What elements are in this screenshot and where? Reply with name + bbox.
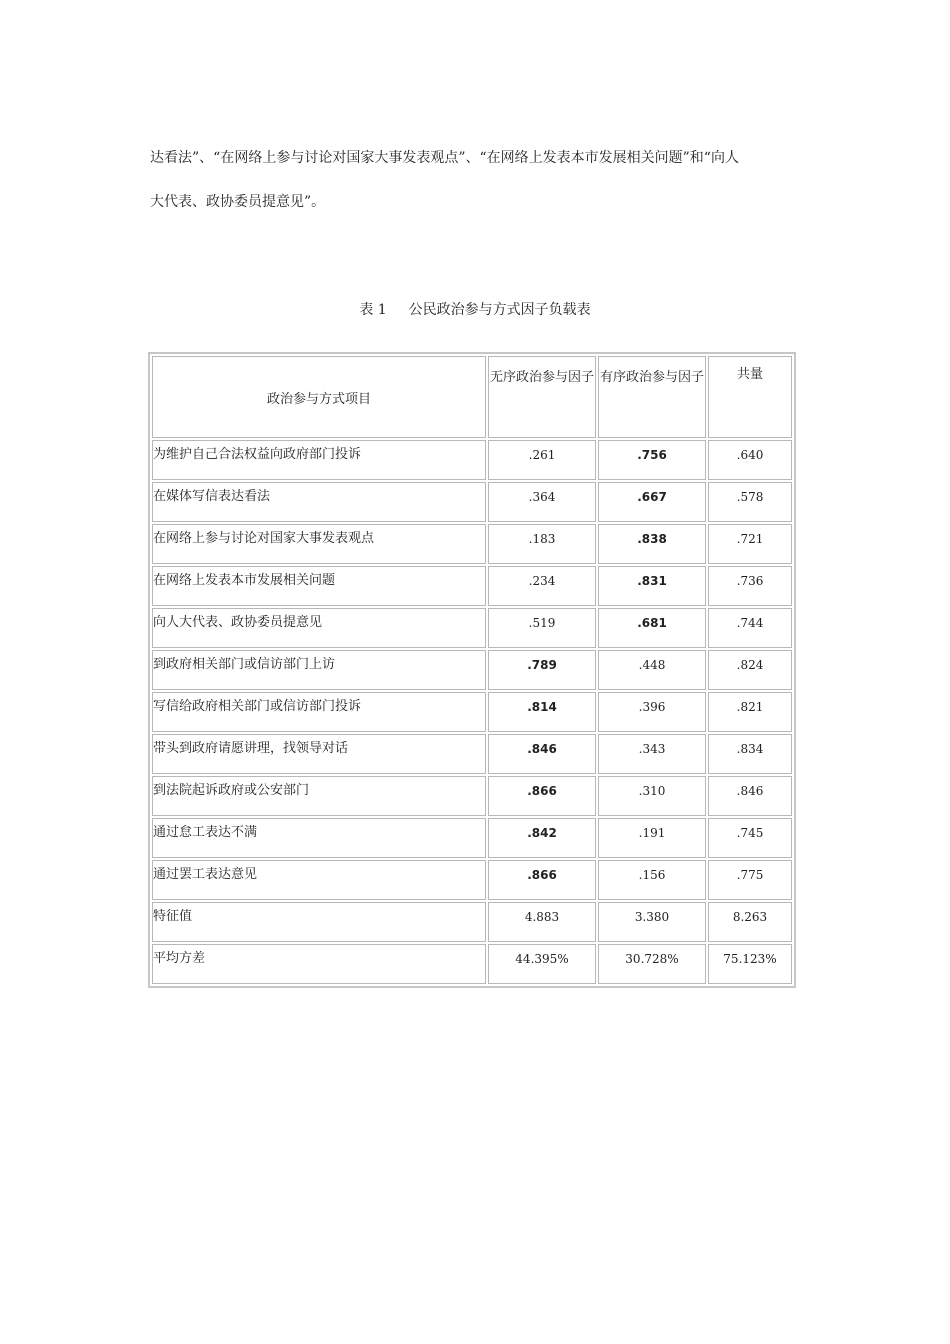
table-row [152, 440, 792, 480]
row-label: 在网络上参与讨论对国家大事发表观点 [152, 524, 486, 564]
cell-factor-disordered: .814 [488, 692, 596, 732]
cell-factor-disordered: .519 [488, 608, 596, 648]
cell-factor-disordered: .842 [488, 818, 596, 858]
cell-factor-ordered: .667 [598, 482, 706, 522]
table-row [152, 650, 792, 690]
table-row [152, 818, 792, 858]
cell-factor-ordered: .756 [598, 440, 706, 480]
row-label: 为维护自己合法权益向政府部门投诉 [152, 440, 486, 480]
table-row [152, 860, 792, 900]
cell-communality: .640 [708, 440, 792, 480]
table-row [152, 902, 792, 942]
cell-factor-disordered: .866 [488, 776, 596, 816]
table-row [152, 566, 792, 606]
cell-factor-disordered: .261 [488, 440, 596, 480]
cell-factor-ordered: .343 [598, 734, 706, 774]
cell-factor-disordered: .846 [488, 734, 596, 774]
cell-factor-ordered: .310 [598, 776, 706, 816]
factor-loading-table [148, 352, 796, 988]
cell-factor-ordered: .156 [598, 860, 706, 900]
table-caption [0, 300, 950, 320]
cell-communality: .821 [708, 692, 792, 732]
table-row [152, 776, 792, 816]
paragraph-line-2: 大代表、政协委员提意见”。 [150, 194, 326, 210]
cell-factor-ordered: .681 [598, 608, 706, 648]
row-label: 到政府相关部门或信访部门上访 [152, 650, 486, 690]
cell-communality: .834 [708, 734, 792, 774]
row-label: 在网络上发表本市发展相关问题 [152, 566, 486, 606]
cell-communality: 75.123% [708, 944, 792, 984]
table-row [152, 944, 792, 984]
cell-communality: .721 [708, 524, 792, 564]
cell-factor-ordered: .191 [598, 818, 706, 858]
cell-communality: .736 [708, 566, 792, 606]
cell-communality: 8.263 [708, 902, 792, 942]
cell-factor-disordered: .866 [488, 860, 596, 900]
cell-factor-ordered: .838 [598, 524, 706, 564]
cell-factor-disordered: 4.883 [488, 902, 596, 942]
cell-communality: .578 [708, 482, 792, 522]
row-label: 特征值 [152, 902, 486, 942]
row-label: 平均方差 [152, 944, 486, 984]
cell-factor-disordered: .364 [488, 482, 596, 522]
table-row [152, 524, 792, 564]
table-caption-title: 公民政治参与方式因子负载表 [408, 302, 591, 318]
row-label: 通过罢工表达意见 [152, 860, 486, 900]
cell-communality: .745 [708, 818, 792, 858]
header-item: 政治参与方式项目 [152, 356, 486, 438]
table-row [152, 608, 792, 648]
cell-communality: .775 [708, 860, 792, 900]
header-factor-disordered: 无序政治参与因子 [488, 356, 596, 438]
table-body [152, 440, 792, 984]
cell-factor-disordered: .234 [488, 566, 596, 606]
paragraph-line-1: 达看法”、“在网络上参与讨论对国家大事发表观点”、“在网络上发表本市发展相关问题”和“向人 [150, 150, 739, 166]
cell-factor-ordered: 3.380 [598, 902, 706, 942]
cell-factor-ordered: .831 [598, 566, 706, 606]
row-label: 到法院起诉政府或公安部门 [152, 776, 486, 816]
header-factor-ordered: 有序政治参与因子 [598, 356, 706, 438]
cell-factor-disordered: .789 [488, 650, 596, 690]
row-label: 向人大代表、政协委员提意见 [152, 608, 486, 648]
table-header-row [152, 356, 792, 438]
header-communality: 共量 [708, 356, 792, 438]
row-label: 写信给政府相关部门或信访部门投诉 [152, 692, 486, 732]
cell-factor-disordered: 44.395% [488, 944, 596, 984]
cell-factor-ordered: .448 [598, 650, 706, 690]
table-row [152, 482, 792, 522]
cell-communality: .824 [708, 650, 792, 690]
table-row [152, 734, 792, 774]
row-label: 通过怠工表达不满 [152, 818, 486, 858]
cell-factor-ordered: 30.728% [598, 944, 706, 984]
cell-communality: .744 [708, 608, 792, 648]
cell-factor-ordered: .396 [598, 692, 706, 732]
cell-factor-disordered: .183 [488, 524, 596, 564]
table-row [152, 692, 792, 732]
table-caption-number: 表 1 [359, 302, 387, 318]
row-label: 带头到政府请愿讲理，找领导对话 [152, 734, 486, 774]
cell-communality: .846 [708, 776, 792, 816]
row-label: 在媒体写信表达看法 [152, 482, 486, 522]
